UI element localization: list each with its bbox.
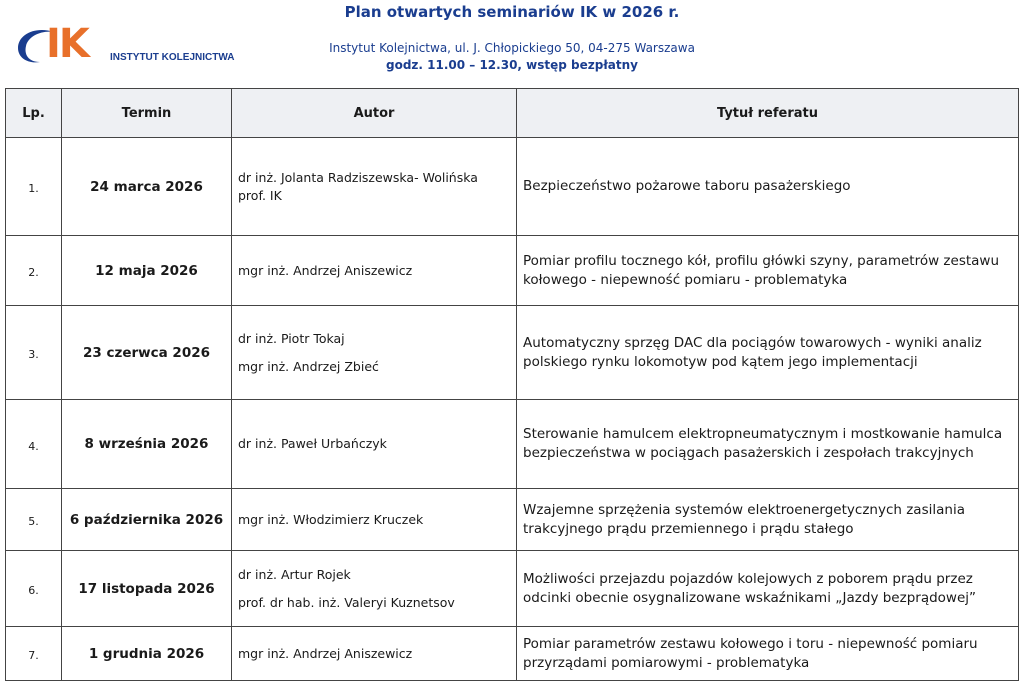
table-row: [6, 400, 1019, 489]
author-name: dr inż. Artur Rojek: [238, 566, 351, 582]
seminar-hours: godz. 11.00 – 12.30, wstęp bezpłatny: [386, 58, 638, 72]
page-title: Plan otwartych seminariów IK w 2026 r.: [344, 3, 680, 21]
row-number: 2.: [6, 236, 62, 306]
row-number: 7.: [6, 627, 62, 681]
seminar-authors: [232, 306, 517, 400]
seminar-table: [5, 88, 1019, 681]
row-number: 1.: [6, 138, 62, 236]
seminar-topic: Pomiar parametrów zestawu kołowego i toru - niepewność pomiaru przyrządami pomiarowymi - problematyka: [517, 627, 1019, 681]
table-row: [6, 138, 1019, 236]
seminar-authors: [232, 236, 517, 306]
institute-address: Instytut Kolejnictwa, ul. J. Chłopickiego 50, 04-275 Warszawa: [329, 41, 695, 55]
page-header: [0, 0, 1024, 86]
table-row: [6, 551, 1019, 627]
column-header-date: Termin: [62, 89, 232, 138]
logo-name: INSTYTUT KOLEJNICTWA: [110, 52, 235, 63]
author-name: dr inż. Piotr Tokaj: [238, 330, 345, 346]
seminar-topic: Sterowanie hamulcem elektropneumatycznym i mostkowanie hamulca bezpieczeństwa w pociągach pasażerskich i zespołach trakcyjnych: [517, 400, 1019, 489]
table-row: [6, 236, 1019, 306]
table-header-row: [6, 89, 1019, 138]
seminar-authors: [232, 627, 517, 681]
author-name: mgr inż. Andrzej Aniszewicz: [238, 262, 413, 278]
seminar-topic: Automatyczny sprzęg DAC dla pociągów towarowych - wyniki analiz polskiego rynku lokomotyw pod kątem jego implementacji: [517, 306, 1019, 400]
seminar-date: 17 listopada 2026: [62, 551, 232, 627]
column-header-author: Autor: [232, 89, 517, 138]
logo-mark: IK: [46, 21, 88, 67]
row-number: 3.: [6, 306, 62, 400]
seminar-date: 23 czerwca 2026: [62, 306, 232, 400]
seminar-topic: Pomiar profilu tocznego kół, profilu główki szyny, parametrów zestawu kołowego - niepewność pomiaru - problematyka: [517, 236, 1019, 306]
seminar-topic: Możliwości przejazdu pojazdów kolejowych z poborem prądu przez odcinki obecnie osygnalizowane wskaźnikami „Jazdy bezprądowej”: [517, 551, 1019, 627]
seminar-date: 24 marca 2026: [62, 138, 232, 236]
seminar-authors: [232, 489, 517, 551]
table-row: [6, 306, 1019, 400]
seminar-authors: [232, 138, 517, 236]
table-row: [6, 489, 1019, 551]
author-name: mgr inż. Andrzej Aniszewicz: [238, 645, 413, 661]
author-name: mgr inż. Andrzej Zbieć: [238, 358, 379, 374]
author-name: dr inż. Jolanta Radziszewska- Wolińska: [238, 169, 478, 185]
seminar-topic: Wzajemne sprzężenia systemów elektroenergetycznych zasilania trakcyjnego prądu przemiennego i prądu stałego: [517, 489, 1019, 551]
seminar-date: 8 września 2026: [62, 400, 232, 489]
row-number: 6.: [6, 551, 62, 627]
row-number: 5.: [6, 489, 62, 551]
row-number: 4.: [6, 400, 62, 489]
column-header-title: Tytuł referatu: [517, 89, 1019, 138]
seminar-topic: Bezpieczeństwo pożarowe taboru pasażerskiego: [517, 138, 1019, 236]
author-name: prof. IK: [238, 187, 282, 203]
author-name: prof. dr hab. inż. Valeryi Kuznetsov: [238, 594, 455, 610]
seminar-authors: [232, 551, 517, 627]
column-header-lp: Lp.: [6, 89, 62, 138]
author-name: dr inż. Paweł Urbańczyk: [238, 436, 387, 451]
seminar-date: 12 maja 2026: [62, 236, 232, 306]
author-name: mgr inż. Włodzimierz Kruczek: [238, 511, 424, 527]
seminar-authors: [232, 400, 517, 489]
seminar-date: 6 października 2026: [62, 489, 232, 551]
table-row: [6, 627, 1019, 681]
seminar-date: 1 grudnia 2026: [62, 627, 232, 681]
